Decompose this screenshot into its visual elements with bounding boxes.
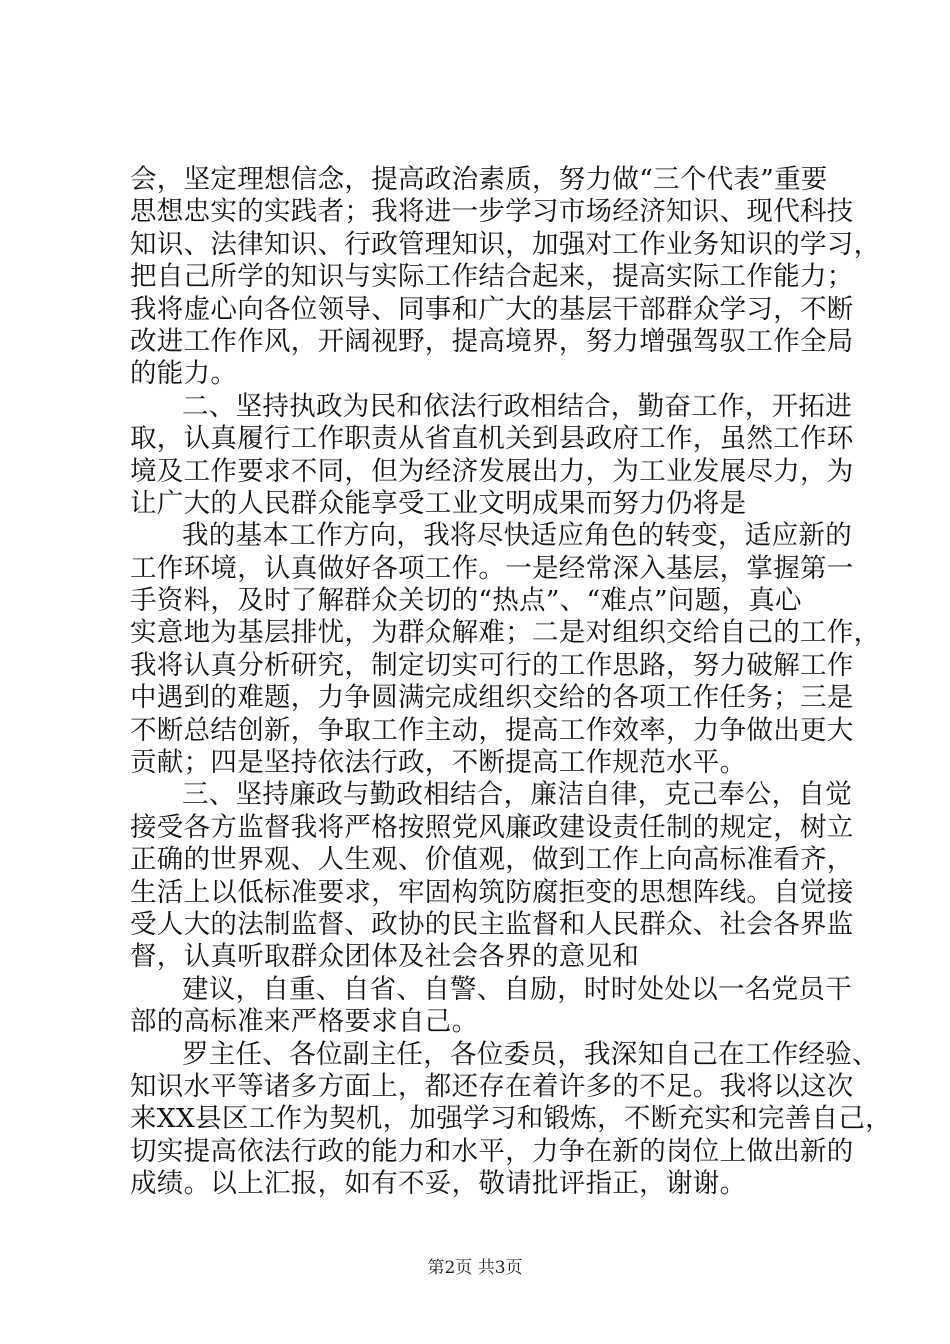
paragraph-start-line: 建议，自重、自省、自警、自励，时时处处以一名党员干 — [182, 973, 852, 1005]
text-line: 正确的世界观、人生观、价值观，做到工作上向高标准看齐， — [130, 844, 854, 876]
page-number-footer: 第2页 共3页 — [427, 1258, 523, 1278]
text-line: 知识、法律知识、行政管理知识，加强对工作业务知识的学习， — [130, 228, 881, 260]
text-line: 思想忠实的实践者；我将进一步学习市场经济知识、现代科技 — [130, 196, 854, 228]
text-line: 督，认真听取群众团体及社会各界的意见和 — [130, 941, 640, 973]
text-line: 工作环境，认真做好各项工作。一是经常深入基层，掌握第一 — [130, 552, 854, 584]
text-line: 让广大的人民群众能享受工业文明成果而努力仍将是 — [130, 487, 747, 519]
text-line: 接受各方监督我将严格按照党风廉政建设责任制的规定，树立 — [130, 811, 854, 843]
text-line: 实意地为基层排忧，为群众解难；二是对组织交给自己的工作， — [130, 617, 881, 649]
text-line: 不断总结创新，争取工作主动，提高工作效率，力争做出更大 — [130, 714, 854, 746]
text-line: 贡献；四是坚持依法行政，不断提高工作规范水平。 — [130, 747, 747, 779]
text-line: 手资料，及时了解群众关切的“热点”、“难点”问题，真心 — [130, 585, 802, 617]
text-line: 部的高标准来严格要求自己。 — [130, 1006, 479, 1038]
text-line: 改进工作作风，开阔视野，提高境界，努力增强驾驭工作全局 — [130, 325, 854, 357]
text-line: 受人大的法制监督、政协的民主监督和人民群众、社会各界监 — [130, 908, 854, 940]
text-line: 来XX县区工作为契机，加强学习和锻炼，不断充实和完善自己， — [130, 1103, 892, 1135]
text-line: 中遇到的难题，力争圆满完成组织交给的各项工作任务；三是 — [130, 682, 854, 714]
text-line: 我将认真分析研究，制定切实可行的工作思路，努力破解工作 — [130, 649, 854, 681]
text-line: 我将虚心向各位领导、同事和广大的基层干部群众学习，不断 — [130, 293, 854, 325]
text-line: 切实提高依法行政的能力和水平，力争在新的岗位上做出新的 — [130, 1135, 854, 1167]
text-line: 把自己所学的知识与实际工作结合起来，提高实际工作能力； — [130, 261, 854, 293]
document-body — [130, 164, 892, 1201]
text-line: 生活上以低标准要求，牢固构筑防腐拒变的思想阵线。自觉接 — [130, 876, 854, 908]
text-line: 成绩。以上汇报，如有不妥，敬请批评指正，谢谢。 — [130, 1168, 747, 1200]
text-line: 取，认真履行工作职责从省直机关到县政府工作，虽然工作环 — [130, 423, 854, 455]
text-line: 境及工作要求不同，但为经济发展出力，为工业发展尽力，为 — [130, 455, 854, 487]
paragraph-start-line: 三、坚持廉政与勤政相结合，廉洁自律，克己奉公，自觉 — [182, 779, 852, 811]
text-line: 知识水平等诸多方面上，都还存在着许多的不足。我将以这次 — [130, 1070, 854, 1102]
text-line: 的能力。 — [130, 358, 238, 390]
text-line: 会，坚定理想信念，提高政治素质，努力做“三个代表”重要 — [130, 164, 828, 195]
paragraph-start-line: 二、坚持执政为民和依法行政相结合，勤奋工作，开拓进 — [182, 390, 852, 422]
paragraph-start-line: 我的基本工作方向，我将尽快适应角色的转变，适应新的 — [182, 520, 852, 552]
paragraph-start-line: 罗主任、各位副主任，各位委员，我深知自己在工作经验、 — [182, 1038, 879, 1070]
